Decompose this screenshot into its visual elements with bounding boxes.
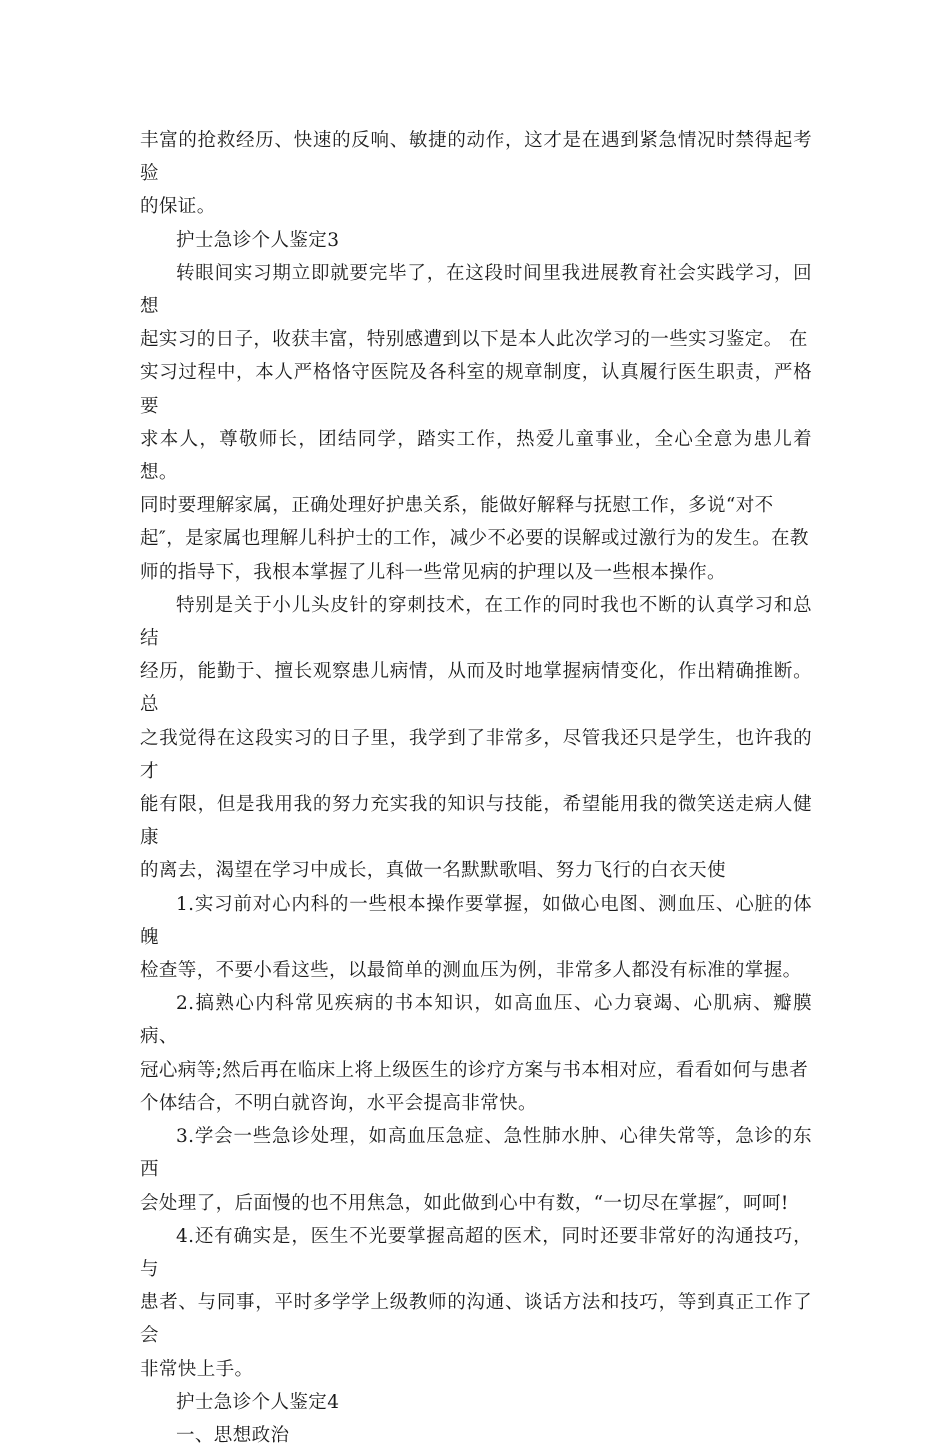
document-body [140, 124, 812, 1452]
paragraph-continuation: 丰富的抢救经历、快速的反响、敏捷的动作，这才是在遇到紧急情况时禁得起考验 的保证。 [140, 130, 812, 218]
list-item-1: 1.实习前对心内科的一些根本操作要掌握，如做心电图、测血压、心脏的体魄 检查等，不要小看这些，以最简单的测血压为例，非常多人都没有标准的掌握。 [140, 893, 812, 982]
list-item-2: 2.搞熟心内科常见疾病的书本知识，如高血压、心力衰竭、心肌病、瓣膜病、 冠心病等;然后再在临床上将上级医生的诊疗方案与书本相对应，看看如何与患者 个体结合，不明白就咨询，水平会提高非常快。 [140, 993, 812, 1114]
subsection-heading-politics: 一、思想政治 [176, 1424, 290, 1446]
paragraph-scalp-needle: 特别是关于小儿头皮针的穿刺技术，在工作的同时我也不断的认真学习和总结 经历，能勤于、擅长观察患儿病情，从而及时地掌握病情变化，作出精确推断。总 之我觉得在这段实习的日子里，我学到了非常多，尽管我还只是学生，也许我的才 能有限，但是我用我的努力充实我的知识与技能，希望能用我的微笑送走病人健康 的离去，渴望在学习中成长，真做一名默默歌唱、努力飞行的白衣天使 [140, 594, 812, 882]
list-item-3: 3.学会一些急诊处理，如高血压急症、急性肺水肿、心律失常等，急诊的东西 会处理了，后面慢的也不用焦急，如此做到心中有数，“一切尽在掌握″，呵呵! [140, 1126, 812, 1214]
paragraph-internship-summary: 转眼间实习期立即就要完毕了，在这段时间里我进展教育社会实践学习，回想 起实习的日子，收获丰富，特别感遭到以下是本人此次学习的一些实习鉴定。 在 实习过程中，本人严格恪守医院及各科室的规章制度，认真履行医生职责，严格要 求本人，尊敬师长，团结同学，踏实工作，热爱儿童事业，全心全意为患儿着想。 同时要理解家属，正确处理好护患关系，能做好解释与抚慰工作，多说“对不 起″，是家属也理解儿科护士的工作，减少不必要的误解或过激行为的发生。在教 师的指导下，我根本掌握了儿科一些常见病的护理以及一些根本操作。 [140, 262, 812, 583]
section-heading-3: 护士急诊个人鉴定3 [176, 229, 340, 251]
list-item-4: 4.还有确实是，医生不光要掌握高超的医术，同时还要非常好的沟通技巧，与 患者、与同事，平时多学学上级教师的沟通、谈话方法和技巧，等到真正工作了会 非常快上手。 [140, 1225, 812, 1380]
section-heading-4: 护士急诊个人鉴定4 [176, 1391, 340, 1413]
